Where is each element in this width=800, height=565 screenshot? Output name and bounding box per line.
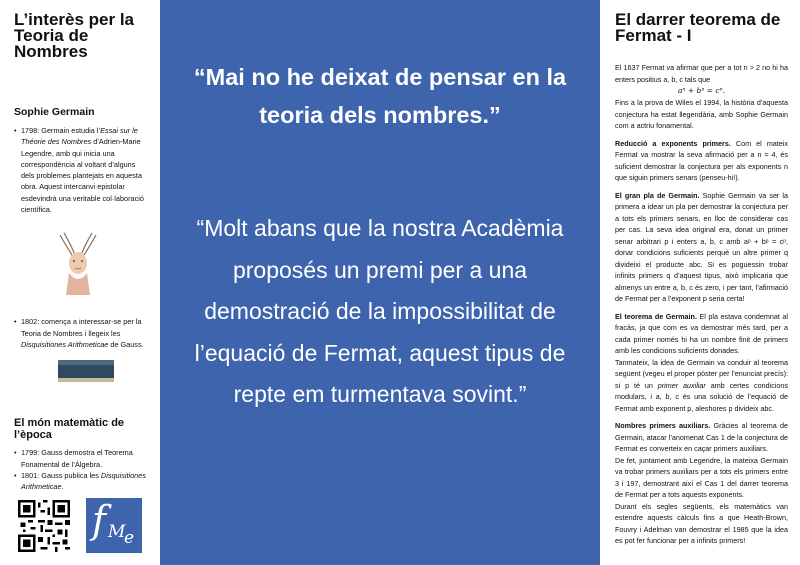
quote-2: “Molt abans que la nostra Acadèmia proposés un premi per a una demostració de la impossibilitat de l’equació de Fermat, aquest tipus de repte em turmentava sovint.” (194, 215, 566, 408)
right-column (600, 0, 800, 565)
subtitle-sophie-germain: Sophie Germain (14, 106, 95, 118)
fermat-equation: aⁿ + bⁿ = cⁿ. (677, 86, 726, 95)
portrait-image (54, 229, 102, 301)
germain-list (14, 125, 148, 215)
left-title: L’interès per la Teoria de Nombres (14, 10, 134, 61)
fme-logo: f M e (86, 498, 142, 553)
paragraph: Durant els segles següents, els matemàtics van estendre aquests càlculs fins a que Heath-Brown, Fouvry i Adelman van demostrar el 1985 que la idea es pot fer funcionar per a infinits primers! (615, 501, 788, 545)
paragraph: El 1637 Fermat va afirmar que per a tot n > 2 no hi ha enters positius a, b, c tals que (615, 63, 788, 84)
list-item: • 1798: Germain estudia l’Essai sur le Théorie des Nombres d’Adrien-Marie Legendre, amb qui inicia una correspondència al voltant d’alguns dels problemes plantejats en aquesta obra. Aquest intercanvi epistolar esdevindrà una veritable col·laboració científica. (14, 125, 148, 215)
list-item: • 1799: Gauss demostra el Teorema Fonamental de l’Àlgebra. (14, 447, 148, 470)
section-reduction: Reducció a exponents primers. Com el mateix Fermat va mostrar la seva afirmació per a n = 4, és suficient demostrar la conjectura per als exponents n que siguin primers senars (penseu-hi!). (615, 138, 788, 182)
left-column (0, 0, 160, 565)
paragraph: Tanmateix, la idea de Germain va conduir al teorema següent (vegeu el proper pòster per l’enunciat precís): si p té un primer auxiliar amb certes condicions modulars, i a, b, c és una solució de l’equació de Fermat amb exponent p, aleshores p divideix abc. (615, 357, 788, 413)
right-title: El darrer teorema de Fermat - I (615, 10, 781, 45)
qr-code[interactable] (18, 500, 70, 552)
germain-list-2 (14, 316, 148, 350)
section-germain-theorem: El teorema de Germain. El pla estava condemnat al fracàs, ja que com es va demostrar més tard, per a cada primer només hi ha un nombre finit de primers amb les condicions suficients donades. (615, 311, 788, 355)
quote-panel (160, 0, 600, 565)
book-image (56, 356, 116, 386)
section-math-world-title: El món matemàtic de l’època (14, 417, 125, 442)
list-item: • 1802: comença a interessar-se per la Teoria de Nombres i llegeix les Disquisitiones Arithmeticae de Gauss. (14, 316, 148, 350)
section-germain-plan: El gran pla de Germain. Sophie Germain va ser la primera a idear un pla per demostrar la conjectura per a tots els primers senars, en lloc de considerar cas per cas. La seva idea original era, donat un primer senar arbitrari p i enters a, b, c amb aᵖ + bᵖ = cᵖ, donar condicions suficients perquè un altre primer q divideixi el producte abc. Si es poguessin trobar infinits primers q d’aquest tipus, això implicaria que almenys un entre a, b, c és zero, i per tant, l’afirmació de Fermat per a l’exponent p seria certa! (615, 190, 788, 303)
math-world-list (14, 447, 148, 492)
section-auxiliary-primes: Nombres primers auxiliars. Gràcies al teorema de Germain, atacar l’anomenat Cas 1 de la conjectura de Fermat es converteix en caçar primers auxiliars. (615, 421, 788, 453)
quote-1: “Mai no he deixat de pensar en la teoria dels nombres.” (193, 64, 567, 128)
list-item: • 1801: Gauss publica les Disquisitiones Arithmeticae. (14, 470, 148, 493)
paragraph: De fet, juntament amb Legendre, la mateixa Germain va trobar primers auxiliars per a tots els primers entre 3 i 197, demostrant així el Cas 1 del darrer teorema de Fermat per a tots aquests exponents. (615, 455, 788, 499)
paragraph: Fins a la prova de Wiles el 1994, la història d’aquesta conjectura ha estat llegendària, amb Sophie Germain com a actriu fonamental. (615, 98, 788, 130)
